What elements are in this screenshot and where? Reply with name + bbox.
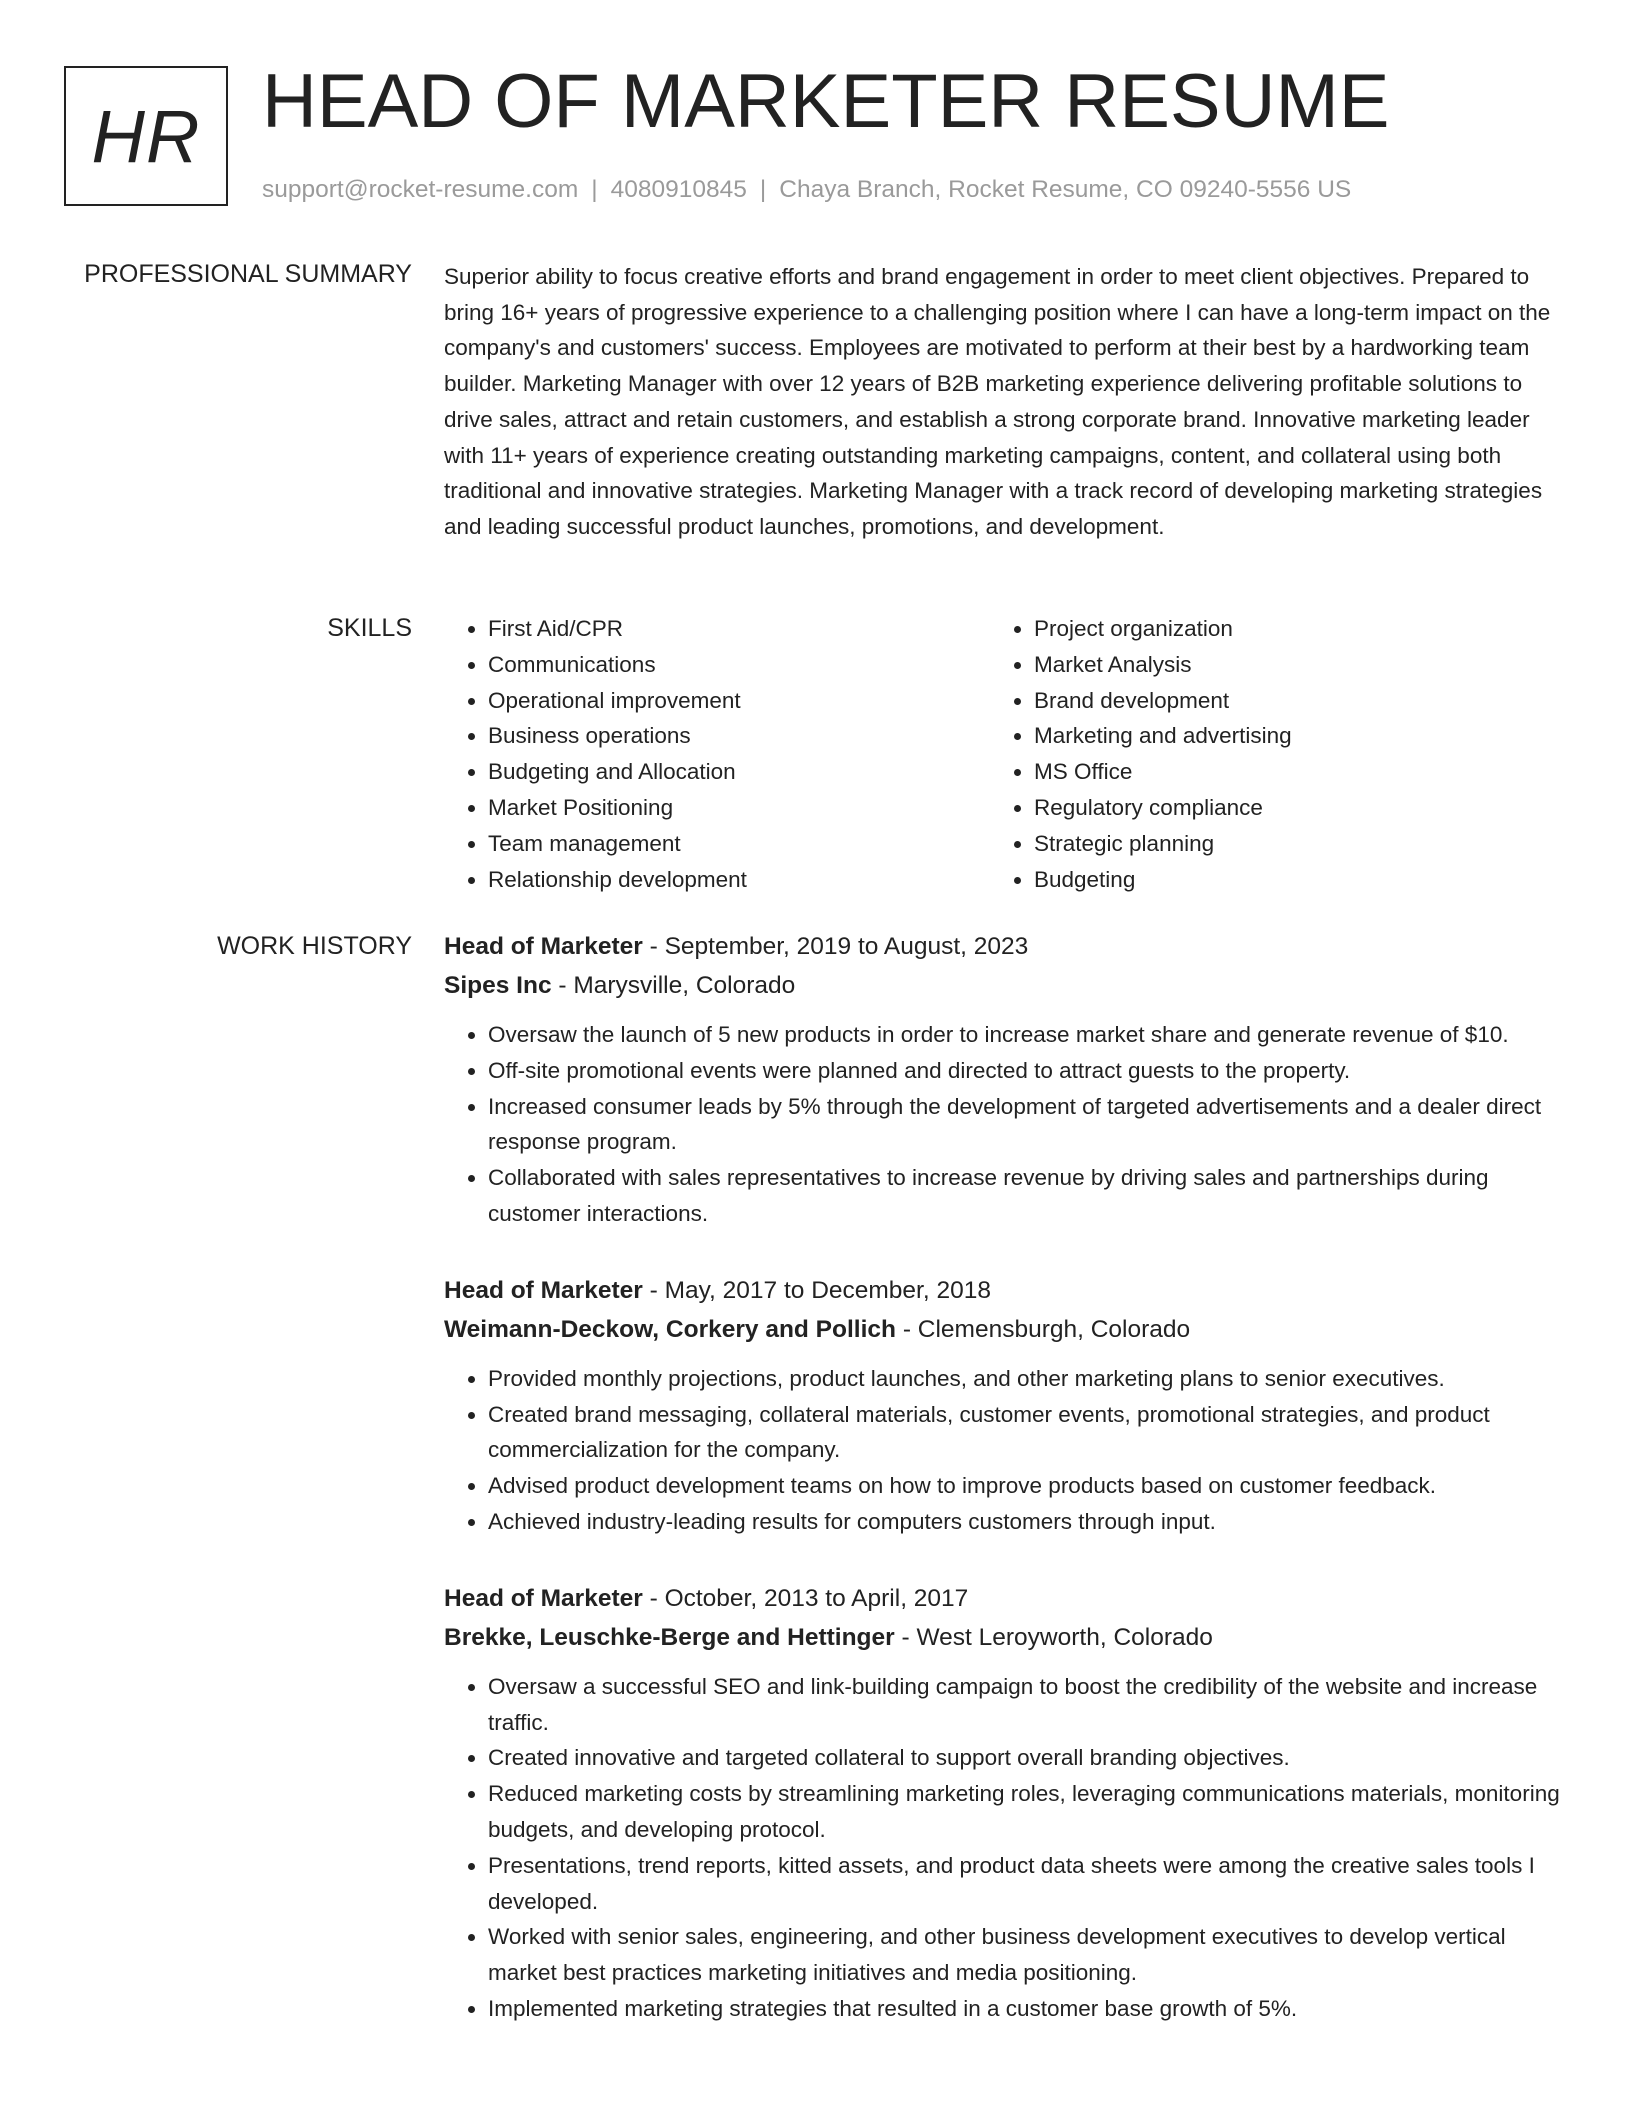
job-bullet: • Oversaw a successful SEO and link-building campaign to boost the credibility of the website and increase traffic. [488, 1669, 1560, 1741]
contact-line [262, 174, 1351, 206]
job-title: Head of Marketer [444, 1276, 643, 1304]
job-title-line [444, 1579, 1560, 1618]
job-bullet: • Created brand messaging, collateral materials, customer events, promotional strategies, and product commercialization for the company. [488, 1397, 1560, 1469]
job-company: Weimann-Deckow, Corkery and Pollich [444, 1315, 897, 1343]
job-title-line [444, 1271, 1560, 1310]
job-title: Head of Marketer [444, 1584, 643, 1612]
job-location: - West Leroyworth, Colorado [894, 1623, 1213, 1651]
job-bullet-list [444, 1361, 1560, 1540]
skill-item: • Brand development [1034, 683, 1536, 719]
job-company: Sipes Inc [444, 972, 552, 999]
contact-separator: | [759, 176, 767, 203]
job-bullet: • Provided monthly projections, product launches, and other marketing plans to senior executives. [488, 1361, 1560, 1397]
job-entry [444, 1579, 1560, 2027]
job-bullet: • Increased consumer leads by 5% through the development of targeted advertisements and a dealer direct response program. [488, 1089, 1560, 1161]
skill-item: • Business operations [488, 718, 990, 754]
job-company-line [444, 966, 1560, 1005]
job-bullet: • Off-site promotional events were planned and directed to attract guests to the property. [488, 1053, 1560, 1089]
job-dates: - October, 2013 to April, 2017 [642, 1584, 969, 1612]
skill-item: • Market Positioning [488, 790, 990, 826]
job-bullet: • Worked with senior sales, engineering, and other business development executives to develop vertical market best practices marketing initiatives and media positioning. [488, 1919, 1560, 1991]
skill-item: • Budgeting and Allocation [488, 754, 990, 790]
resume-title: HEAD OF MARKETER RESUME [262, 59, 1390, 144]
skills-columns [444, 611, 1560, 897]
skill-item: • Strategic planning [1034, 826, 1536, 862]
skill-item: • MS Office [1034, 754, 1536, 790]
work-history-heading: WORK HISTORY [217, 932, 412, 960]
job-bullet-list [444, 1017, 1560, 1232]
job-company: Brekke, Leuschke-Berge and Hettinger [444, 1623, 895, 1651]
skills-list-left [444, 611, 990, 897]
job-bullet: • Achieved industry-leading results for computers customers through input. [488, 1504, 1560, 1540]
skill-item: • Marketing and advertising [1034, 718, 1536, 754]
skill-item: • Project organization [1034, 611, 1536, 647]
job-bullet: • Reduced marketing costs by streamlining marketing roles, leveraging communications materials, monitoring budgets, and developing protocol. [488, 1776, 1560, 1848]
job-location: - Clemensburgh, Colorado [896, 1315, 1191, 1343]
contact-separator: | [591, 176, 598, 203]
job-entry [444, 927, 1560, 1232]
skill-item: • Budgeting [1034, 862, 1536, 898]
job-title-line [444, 927, 1560, 966]
skill-item: • Relationship development [488, 862, 990, 898]
skill-item: • Team management [488, 826, 990, 862]
job-company-line [444, 1618, 1560, 1657]
skills-heading: SKILLS [327, 614, 412, 642]
job-bullet: • Oversaw the launch of 5 new products in order to increase market share and generate revenue of $10. [488, 1017, 1560, 1053]
job-bullet: • Advised product development teams on how to improve products based on customer feedback. [488, 1468, 1560, 1504]
job-bullet: • Collaborated with sales representatives to increase revenue by driving sales and partnerships during customer interactions. [488, 1160, 1560, 1232]
job-bullet: • Implemented marketing strategies that resulted in a customer base growth of 5%. [488, 1991, 1560, 2027]
skill-item: • Regulatory compliance [1034, 790, 1536, 826]
job-dates: - May, 2017 to December, 2018 [642, 1276, 991, 1304]
skills-list-right [990, 611, 1536, 897]
monogram-logo [64, 66, 228, 206]
job-bullet: • Presentations, trend reports, kitted assets, and product data sheets were among the creative sales tools I developed. [488, 1848, 1560, 1920]
job-company-line [444, 1310, 1560, 1349]
contact-address: Chaya Branch, Rocket Resume, CO 09240-5556 US [779, 176, 1352, 203]
contact-phone: 4080910845 [610, 176, 747, 203]
summary-heading: PROFESSIONAL SUMMARY [84, 260, 412, 288]
job-entry [444, 1271, 1560, 1540]
skill-item: • Communications [488, 647, 990, 683]
skill-item: • Operational improvement [488, 683, 990, 719]
contact-email: support@rocket-resume.com [262, 176, 579, 203]
job-location: - Marysville, Colorado [551, 972, 796, 999]
skill-item: • Market Analysis [1034, 647, 1536, 683]
summary-text: Superior ability to focus creative efforts and brand engagement in order to meet client objectives. Prepared to bring 16+ years of progressive experience to a challenging position where I can have a long-term impact on the company's and customers' success. Employees are motivated to perform at their best by a hardworking team builder. Marketing Manager with over 12 years of B2B marketing experience delivering profitable solutions to drive sales, attract and retain customers, and establish a strong corporate brand. Innovative marketing leader with 11+ years of experience creating outstanding marketing campaigns, content, and collateral using both traditional and innovative strategies. Marketing Manager with a track record of developing marketing strategies and leading successful product launches, promotions, and development. [444, 264, 1551, 539]
job-dates: - September, 2019 to August, 2023 [642, 933, 1029, 960]
job-bullet-list [444, 1669, 1560, 2027]
job-bullet: • Created innovative and targeted collateral to support overall branding objectives. [488, 1740, 1560, 1776]
work-history-list [444, 927, 1560, 2066]
monogram-initials: HR [91, 94, 201, 178]
skill-item: • First Aid/CPR [488, 611, 990, 647]
job-title: Head of Marketer [444, 933, 643, 960]
